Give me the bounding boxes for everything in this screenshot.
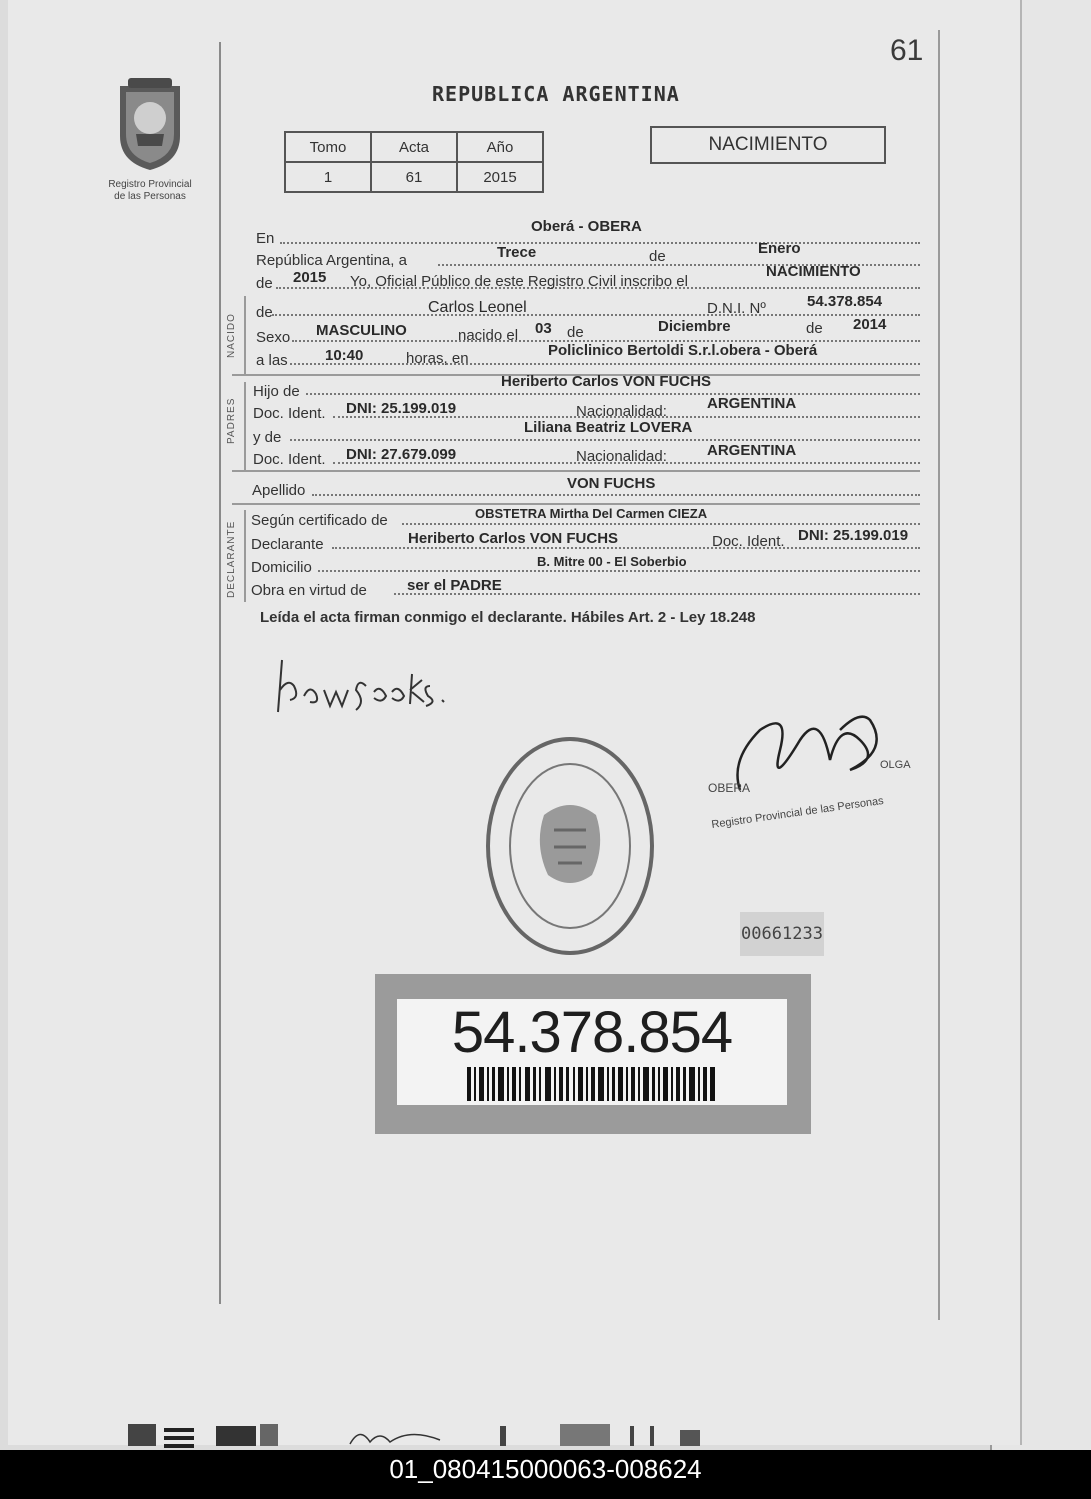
label-republica: República Argentina, a xyxy=(256,252,407,269)
label-nacido-el: nacido el xyxy=(458,327,519,344)
barcode-number: 54.378.854 xyxy=(451,1000,733,1065)
mother-doc: DNI: 27.679.099 xyxy=(346,446,457,463)
section-declarante-label: DECLARANTE xyxy=(226,520,237,598)
date-month: Enero xyxy=(758,240,801,257)
section-divider xyxy=(244,296,246,374)
section-padres-label: PADRES xyxy=(226,397,237,444)
label-en: En xyxy=(256,230,275,247)
label-de: de xyxy=(649,248,666,265)
barcode-label xyxy=(397,999,787,1105)
label-domicilio: Domicilio xyxy=(251,559,312,576)
label-a-las: a las xyxy=(256,352,288,369)
birth-month: Diciembre xyxy=(658,318,731,335)
official-stamp-line1: OBERA xyxy=(708,781,751,795)
birth-hour: 10:40 xyxy=(325,347,364,364)
registry-seal-icon xyxy=(484,735,656,957)
dotted-line xyxy=(402,523,920,525)
registry-logo xyxy=(100,76,200,203)
declarant-doc: DNI: 25.199.019 xyxy=(798,527,909,544)
birth-place: Policlinico Bertoldi S.r.l.obera - Oberá xyxy=(548,342,818,359)
header-tomo: Tomo xyxy=(285,132,371,162)
date-year: 2015 xyxy=(293,269,327,286)
label-official: Yo, Oficial Público de este Registro Civil inscribo el xyxy=(350,273,688,290)
declarant-signature-icon xyxy=(270,650,485,720)
value-anio: 2015 xyxy=(457,162,543,192)
child-sex: MASCULINO xyxy=(316,322,407,339)
label-sexo: Sexo xyxy=(256,329,291,346)
header-anio: Año xyxy=(457,132,543,162)
dotted-line xyxy=(272,314,920,316)
page-number: 61 xyxy=(890,34,924,67)
barcode-icon xyxy=(467,1067,717,1101)
place-value: Oberá - OBERA xyxy=(531,218,642,235)
mother-name: Liliana Beatriz LOVERA xyxy=(524,419,693,436)
official-stamp-line3: Registro Provincial de las Personas xyxy=(710,794,885,831)
child-name: Carlos Leonel xyxy=(428,299,527,316)
label-obra: Obra en virtud de xyxy=(251,582,367,599)
certificate-value: OBSTETRA Mirtha Del Carmen CIEZA xyxy=(475,506,708,521)
value-tomo: 1 xyxy=(285,162,371,192)
father-name: Heriberto Carlos VON FUCHS xyxy=(501,373,712,390)
header-acta: Acta xyxy=(371,132,457,162)
dotted-line xyxy=(318,570,920,572)
left-margin-line xyxy=(219,42,221,1304)
child-dni: 54.378.854 xyxy=(807,293,883,310)
value-acta: 61 xyxy=(371,162,457,192)
official-signature-icon xyxy=(700,700,920,840)
logo-caption-line2: de las Personas xyxy=(114,191,186,202)
address-value: B. Mitre 00 - El Soberbio xyxy=(537,554,687,569)
section-divider xyxy=(232,470,920,472)
dotted-line xyxy=(280,242,920,244)
scan-id-footer: 01_080415000063-008624 xyxy=(0,1450,1091,1499)
label-apellido: Apellido xyxy=(252,482,306,499)
barcode-sticker xyxy=(375,974,811,1134)
label-dni: D.N.I. Nº xyxy=(707,300,766,317)
underlying-page-strip xyxy=(120,1420,820,1450)
label-de-year-birth: de xyxy=(806,320,823,337)
register-table xyxy=(284,131,544,193)
birth-day: 03 xyxy=(535,320,552,337)
label-de-name: de xyxy=(256,304,273,321)
section-nacido-label: NACIDO xyxy=(226,313,237,358)
date-day: Trece xyxy=(497,244,537,261)
control-number: 00661233 xyxy=(740,912,824,956)
father-doc: DNI: 25.199.019 xyxy=(346,400,457,417)
label-nac-father: Nacionalidad: xyxy=(576,403,667,420)
obra-value: ser el PADRE xyxy=(407,577,502,594)
document-title: REPUBLICA ARGENTINA xyxy=(432,82,680,106)
label-nac-mother: Nacionalidad: xyxy=(576,448,667,465)
dotted-line xyxy=(312,494,920,496)
label-horas: horas, en xyxy=(406,350,469,367)
label-y-de: y de xyxy=(253,429,282,446)
logo-caption-line1: Registro Provincial xyxy=(108,179,192,190)
label-hijo-de: Hijo de xyxy=(253,383,300,400)
birth-year: 2014 xyxy=(853,316,887,333)
label-certificado: Según certificado de xyxy=(251,512,388,529)
dotted-line xyxy=(306,393,920,395)
province-shield-icon xyxy=(114,76,186,172)
label-doc-father: Doc. Ident. xyxy=(253,405,326,422)
dotted-line xyxy=(332,547,920,549)
label-de-year: de xyxy=(256,275,273,292)
dotted-line xyxy=(290,439,920,441)
official-stamp-line2: OLGA xyxy=(880,759,911,771)
label-declarante: Declarante xyxy=(251,536,324,553)
legal-text: Leída el acta firman conmigo el declarante. Hábiles Art. 2 - Ley 18.248 xyxy=(260,609,756,626)
dotted-line xyxy=(290,363,920,365)
section-divider xyxy=(232,503,920,505)
father-nationality: ARGENTINA xyxy=(707,395,797,412)
right-margin-line xyxy=(938,30,940,1320)
inscribed-kind: NACIMIENTO xyxy=(766,263,861,280)
label-doc-mother: Doc. Ident. xyxy=(253,451,326,468)
declarant-name: Heriberto Carlos VON FUCHS xyxy=(408,530,619,547)
section-divider xyxy=(244,382,246,470)
label-de-month: de xyxy=(567,324,584,341)
surname-value: VON FUCHS xyxy=(567,475,656,492)
label-doc-declarant: Doc. Ident. xyxy=(712,533,785,550)
section-divider xyxy=(244,510,246,602)
record-kind-box: NACIMIENTO xyxy=(650,126,886,164)
mother-nationality: ARGENTINA xyxy=(707,442,797,459)
